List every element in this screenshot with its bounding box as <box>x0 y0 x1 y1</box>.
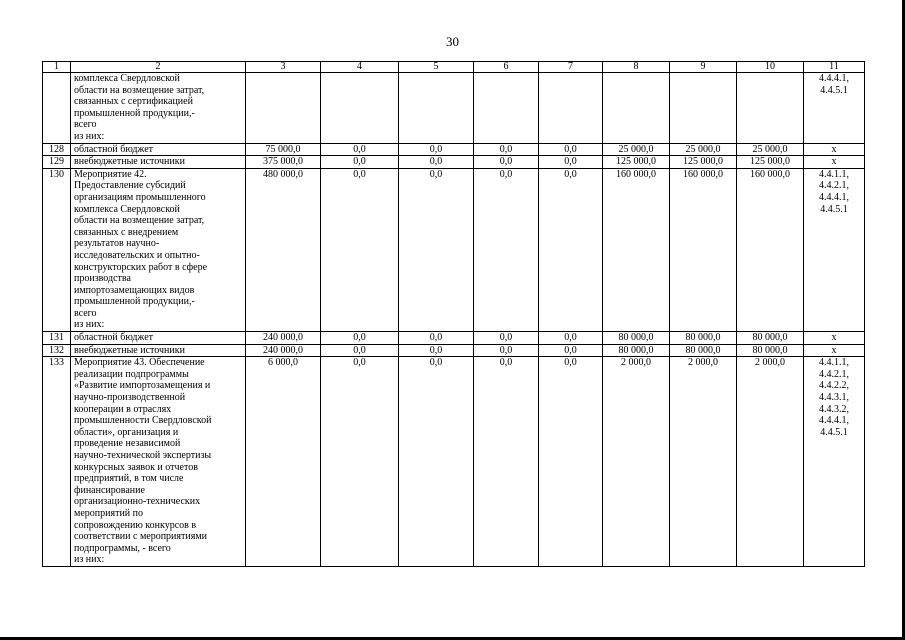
amount-cell: 0,0 <box>539 357 603 567</box>
item-name-line: научно-технической экспертизы <box>74 450 212 461</box>
item-name-line: результатов научно- <box>74 238 160 250</box>
amount-cell: 80 000,0 <box>670 344 737 357</box>
amount-cell: 0,0 <box>321 344 399 357</box>
amount-cell: 160 000,0 <box>670 168 737 331</box>
amount-cell: 480 000,0 <box>246 168 321 331</box>
item-name-line: конкурсных заявок и отчетов <box>74 461 198 473</box>
amount-cell: 0,0 <box>321 332 399 345</box>
row-number-cell: 129 <box>43 156 71 169</box>
item-name-line: производства <box>74 273 131 285</box>
item-name-cell <box>71 168 246 331</box>
target-code: 4.4.2.1, <box>819 368 849 380</box>
amount-cell: 125 000,0 <box>670 156 737 169</box>
item-name-cell <box>71 332 246 345</box>
item-name-cell <box>71 344 246 357</box>
amount-cell: 0,0 <box>399 332 474 345</box>
item-name-line: областной бюджет <box>74 332 154 344</box>
target-code: 4.4.5.1 <box>820 426 848 438</box>
item-name-line: из них: <box>74 319 105 331</box>
amount-cell <box>399 73 474 144</box>
target-code: 4.4.3.2, <box>819 403 849 415</box>
item-name-cell <box>71 357 246 567</box>
item-name-cell <box>71 73 246 144</box>
amount-cell: 80 000,0 <box>603 344 670 357</box>
item-name-line: всего <box>74 307 97 319</box>
item-name-line: внебюджетные источники <box>74 156 185 168</box>
item-name-line: проведение независимой <box>74 438 181 450</box>
table-row <box>43 332 865 345</box>
target-codes-cell <box>804 332 865 345</box>
table-body <box>43 73 865 567</box>
amount-cell: 80 000,0 <box>737 332 804 345</box>
amount-cell: 0,0 <box>474 143 539 156</box>
amount-cell <box>539 73 603 144</box>
item-name-line: связанных с внедрением <box>74 226 179 238</box>
amount-cell: 0,0 <box>321 156 399 169</box>
item-name-line: промышленной продукции,- <box>74 296 195 308</box>
amount-cell: 0,0 <box>321 168 399 331</box>
row-number-cell: 132 <box>43 344 71 357</box>
amount-cell: 2 000,0 <box>603 357 670 567</box>
amount-cell <box>246 73 321 144</box>
amount-cell <box>321 73 399 144</box>
amount-cell: 125 000,0 <box>603 156 670 169</box>
amount-cell <box>474 73 539 144</box>
amount-cell: 80 000,0 <box>737 344 804 357</box>
amount-cell <box>737 73 804 144</box>
amount-cell: 25 000,0 <box>603 143 670 156</box>
table-row <box>43 73 865 144</box>
amount-cell: 25 000,0 <box>737 143 804 156</box>
column-header: 4 <box>321 62 399 73</box>
item-name-line: Предоставление субсидий <box>74 180 186 192</box>
amount-cell <box>603 73 670 144</box>
target-code: 4.4.5.1 <box>820 84 848 96</box>
row-number-cell: 128 <box>43 143 71 156</box>
amount-cell: 375 000,0 <box>246 156 321 169</box>
item-name-line: Мероприятие 43. Обеспечение <box>74 357 205 369</box>
amount-cell: 2 000,0 <box>670 357 737 567</box>
table-row <box>43 168 865 331</box>
item-name-line: организациям промышленного <box>74 191 206 203</box>
amount-cell: 0,0 <box>321 357 399 567</box>
item-name-line: организационно-технических <box>74 496 201 508</box>
amount-cell: 0,0 <box>474 357 539 567</box>
amount-cell: 0,0 <box>474 156 539 169</box>
target-code: x <box>831 143 837 155</box>
item-name-line: из них: <box>74 554 105 566</box>
target-code: 4.4.4.1, <box>819 73 849 84</box>
item-name-line: научно-производственной <box>74 392 186 404</box>
item-name-line: предприятий, в том числе <box>74 473 184 485</box>
target-codes-cell <box>804 73 865 144</box>
column-header: 7 <box>539 62 603 73</box>
item-name-line: реализации подпрограммы <box>74 368 189 380</box>
item-name-line: кооперации в отраслях <box>74 403 172 415</box>
amount-cell: 0,0 <box>539 156 603 169</box>
amount-cell: 0,0 <box>539 344 603 357</box>
column-header: 2 <box>71 62 246 73</box>
target-code: 4.4.2.2, <box>819 380 849 392</box>
column-header: 8 <box>603 62 670 73</box>
item-name-line: конструкторских работ в сфере <box>74 261 208 273</box>
target-code: x <box>831 344 837 356</box>
amount-cell: 25 000,0 <box>670 143 737 156</box>
amount-cell: 0,0 <box>539 168 603 331</box>
amount-cell: 0,0 <box>399 168 474 331</box>
item-name-line: всего <box>74 119 97 131</box>
amount-cell: 0,0 <box>399 344 474 357</box>
item-name-line: областной бюджет <box>74 143 154 155</box>
column-header: 5 <box>399 62 474 73</box>
column-header: 1 <box>43 62 71 73</box>
target-codes-cell <box>804 357 865 567</box>
amount-cell: 125 000,0 <box>737 156 804 169</box>
target-codes-cell <box>804 143 865 156</box>
target-codes-cell <box>804 168 865 331</box>
amount-cell: 75 000,0 <box>246 143 321 156</box>
target-code: 4.4.4.1, <box>819 415 849 427</box>
item-name-line: области на возмещение затрат, <box>74 215 205 227</box>
target-code: 4.4.1.1, <box>819 168 849 180</box>
target-code: 4.4.5.1 <box>820 203 848 215</box>
column-header: 9 <box>670 62 737 73</box>
target-code: x <box>831 156 837 168</box>
target-code: 4.4.2.1, <box>819 180 849 192</box>
row-number-cell: 130 <box>43 168 71 331</box>
amount-cell: 0,0 <box>399 156 474 169</box>
amount-cell: 240 000,0 <box>246 332 321 345</box>
table-header-row <box>43 62 865 73</box>
amount-cell: 0,0 <box>474 168 539 331</box>
amount-cell: 2 000,0 <box>737 357 804 567</box>
amount-cell: 0,0 <box>539 143 603 156</box>
item-name-line: области», организация и <box>74 426 179 438</box>
item-name-line: «Развитие импортозамещения и <box>74 380 211 392</box>
budget-table <box>42 61 865 567</box>
table-row <box>43 357 865 567</box>
table-row <box>43 156 865 169</box>
amount-cell: 240 000,0 <box>246 344 321 357</box>
amount-cell: 80 000,0 <box>603 332 670 345</box>
column-header: 6 <box>474 62 539 73</box>
amount-cell: 0,0 <box>539 332 603 345</box>
item-name-line: финансирование <box>74 484 145 496</box>
item-name-line: импортозамещающих видов <box>74 284 195 296</box>
item-name-cell <box>71 143 246 156</box>
amount-cell: 0,0 <box>321 143 399 156</box>
item-name-line: комплекса Свердловской <box>74 73 180 84</box>
amount-cell: 0,0 <box>474 332 539 345</box>
amount-cell: 160 000,0 <box>603 168 670 331</box>
item-name-cell <box>71 156 246 169</box>
item-name-line: области на возмещение затрат, <box>74 84 205 96</box>
amount-cell: 0,0 <box>399 357 474 567</box>
item-name-line: исследовательских и опытно- <box>74 249 200 261</box>
amount-cell <box>670 73 737 144</box>
item-name-line: подпрограммы, - всего <box>74 542 171 554</box>
item-name-line: мероприятий по <box>74 507 143 519</box>
target-codes-cell <box>804 344 865 357</box>
row-number-cell: 131 <box>43 332 71 345</box>
item-name-line: сопровождению конкурсов в <box>74 519 197 531</box>
target-code: 4.4.4.1, <box>819 191 849 203</box>
amount-cell: 0,0 <box>474 344 539 357</box>
amount-cell: 6 000,0 <box>246 357 321 567</box>
item-name-line: Мероприятие 42. <box>74 168 147 180</box>
target-code: 4.4.1.1, <box>819 357 849 369</box>
target-code: x <box>831 332 837 344</box>
column-header: 11 <box>804 62 865 73</box>
table-row <box>43 143 865 156</box>
table-row <box>43 344 865 357</box>
column-header: 10 <box>737 62 804 73</box>
item-name-line: соответствии с мероприятиями <box>74 531 208 543</box>
row-number-cell <box>43 73 71 144</box>
amount-cell: 0,0 <box>399 143 474 156</box>
item-name-line: внебюджетные источники <box>74 344 185 356</box>
item-name-line: связанных с сертификацией <box>74 96 193 108</box>
amount-cell: 160 000,0 <box>737 168 804 331</box>
page-number: 30 <box>446 34 459 49</box>
row-number-cell: 133 <box>43 357 71 567</box>
item-name-line: промышленной продукции,- <box>74 107 195 119</box>
item-name-line: из них: <box>74 130 105 142</box>
amount-cell: 80 000,0 <box>670 332 737 345</box>
target-code: 4.4.3.1, <box>819 392 849 404</box>
target-codes-cell <box>804 156 865 169</box>
item-name-line: промышленности Свердловской <box>74 415 212 427</box>
column-header: 3 <box>246 62 321 73</box>
item-name-line: комплекса Свердловской <box>74 203 180 215</box>
